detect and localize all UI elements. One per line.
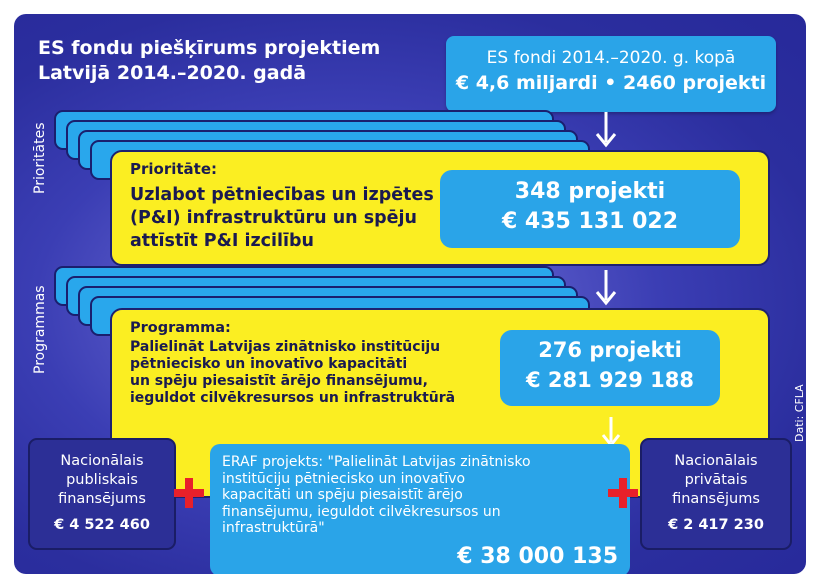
priority-stats-box [440,170,740,248]
priority-card [110,150,770,266]
eraf-text-line: finansējumu, ieguldot cilvēkresursos un [222,503,501,520]
national-private-label: Nacionālais privātais finansējums [672,453,760,507]
plus-icon [606,476,640,510]
priority-label: Prioritāte: [130,160,218,178]
programme-text-line: un spēju piesaistīt ārējo finansējumu, [130,373,428,389]
priority-text-line: (P&I) infrastruktūru un spēju [130,208,417,228]
total-funds-box [446,36,776,112]
national-public-label: Nacionālais publiskais finansējums [58,453,146,507]
eraf-text-line: ERAF projekts: "Palielināt Latvijas zinātnisko [222,454,531,470]
eraf-text-line: kapacitāti un spēju piesaistīt ārējo [222,487,463,503]
eraf-amount: € 38 000 135 [457,544,618,569]
arrow-down-icon [594,110,618,150]
national-public-value: € 4 522 460 [54,517,150,533]
priority-text-line: attīstīt P&I izcilību [130,231,315,251]
plus-icon [172,476,206,510]
priority-text-line: Uzlabot pētniecības un izpētes [130,185,434,205]
total-funds-value: € 4,6 miljardi • 2460 projekti [455,72,767,94]
infographic-title: ES fondu piešķīrums projektiem Latvijā 2014.–2020. gadā [38,37,381,84]
national-private-value: € 2 417 230 [668,517,764,533]
priorities-side-label: Prioritātes [32,122,48,194]
programmes-side-label: Programmas [32,285,48,374]
eraf-project-text [222,454,620,537]
programme-amount: € 281 929 188 [525,368,695,392]
priority-amount: € 435 131 022 [501,209,679,234]
programme-stats-box [500,330,720,406]
programme-text-line: Palielināt Latvijas zinātnisko institūciju [130,339,441,355]
programme-projects: 276 projekti [538,338,682,362]
national-private-box [640,438,792,550]
data-source-credit: Dati: CFLA [793,384,806,442]
total-funds-label: ES fondi 2014.–2020. g. kopā [486,48,736,68]
programme-label: Programma: [130,320,231,336]
eraf-text-line: infrastruktūrā" [222,520,325,536]
programme-text-line: ieguldot cilvēkresursos un infrastruktūrā [130,390,456,406]
eraf-project-box [210,444,630,574]
priority-projects: 348 projekti [514,179,666,204]
programme-text-line: pētniecisko un inovatīvo kapacitāti [130,356,408,372]
infographic-frame [14,14,806,574]
eraf-text-line: institūciju pētniecisko un inovatīvo [222,470,466,487]
national-public-box [28,438,176,550]
arrow-down-icon [594,268,618,308]
